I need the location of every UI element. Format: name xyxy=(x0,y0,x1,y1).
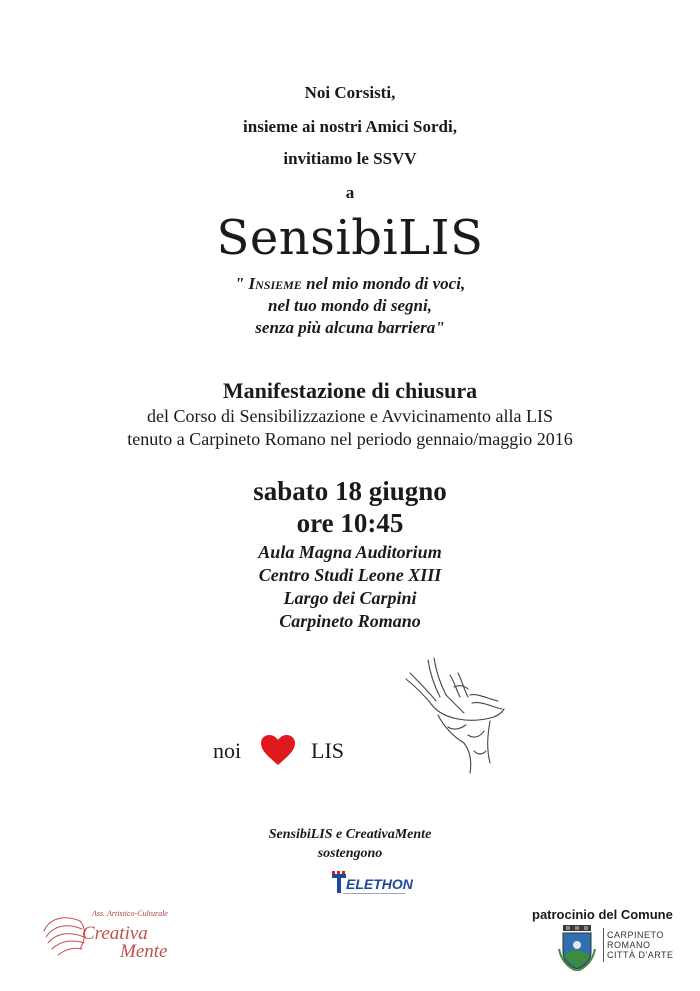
sign-language-hands-icon xyxy=(398,655,510,780)
event-line-1: del Corso di Sensibilizzazione e Avvicinamento alla LIS xyxy=(146,406,554,426)
quote-emphasis: Insieme xyxy=(248,274,302,293)
city-name-line-2: ROMANO xyxy=(607,940,651,950)
city-name-line-1: CARPINETO xyxy=(607,930,664,940)
city-name xyxy=(607,930,674,960)
association-subtitle: Ass. Artistico-Culturale xyxy=(92,909,168,918)
venue-line-2: Centro Studi Leone XIII xyxy=(258,565,442,585)
coat-of-arms-icon xyxy=(557,925,597,971)
event-line-2: tenuto a Carpineto Romano nel periodo gennaio/maggio 2016 xyxy=(127,429,573,449)
event-date: sabato 18 giugno xyxy=(253,476,447,506)
event-time: ore 10:45 xyxy=(296,508,404,538)
venue-line-3: Largo dei Carpini xyxy=(283,588,417,608)
quote-line-2: nel tuo mondo di segni, xyxy=(268,296,432,315)
slogan-right: LIS xyxy=(311,738,344,763)
association-logo xyxy=(40,905,190,967)
support-line-2: sostengono xyxy=(317,846,383,861)
page-title: SensibiLIS xyxy=(216,210,484,266)
intro-line-1: Noi Corsisti, xyxy=(304,83,396,102)
support-text xyxy=(0,825,700,863)
venue xyxy=(0,541,700,633)
intro-line-2: insieme ai nostri Amici Sordi, xyxy=(243,117,457,136)
association-name-1: Creativa xyxy=(82,923,148,944)
intro-line-4: a xyxy=(345,183,355,202)
intro-line-3: invitiamo le SSVV xyxy=(283,149,417,168)
slogan-left: noi xyxy=(213,738,242,763)
heart-icon xyxy=(259,733,297,767)
telethon-wordmark: ELETHON xyxy=(346,876,413,892)
patronage-label: patrocinio del Comune xyxy=(532,907,673,922)
venue-line-4: Carpineto Romano xyxy=(279,611,421,631)
telethon-mark-icon xyxy=(331,871,347,895)
quote-line-3: senza più alcuna barriera" xyxy=(255,318,445,337)
telethon-logo xyxy=(331,871,411,897)
quote xyxy=(0,273,700,339)
event-heading: Manifestazione di chiusura xyxy=(222,378,478,403)
city-name-line-3: CITTÀ D'ARTE xyxy=(607,950,674,960)
quote-line-1: " Insieme nel mio mondo di voci, xyxy=(234,274,466,293)
association-name-2: Mente xyxy=(120,941,168,962)
support-line-1: SensibiLIS e CreativaMente xyxy=(268,827,432,842)
venue-line-1: Aula Magna Auditorium xyxy=(258,542,442,562)
